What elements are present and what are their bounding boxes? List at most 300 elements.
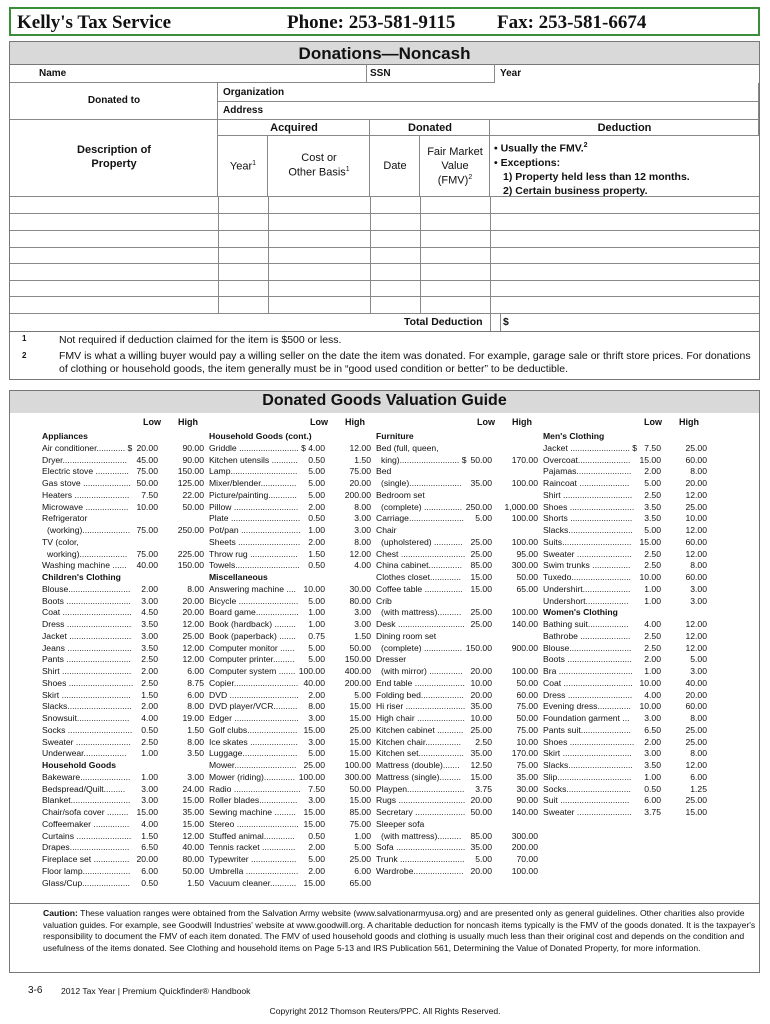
guide-item-low: 2.00 xyxy=(308,842,325,853)
guide-item-high: 12.00 xyxy=(349,548,371,559)
guide-item-high: 25.00 xyxy=(685,724,707,735)
guide-item-high: 50.00 xyxy=(516,677,538,688)
guide-row xyxy=(543,690,707,702)
table-row[interactable] xyxy=(10,263,759,264)
guide-item-low: 0.50 xyxy=(141,877,158,888)
guide-item-low: 50.00 xyxy=(470,807,492,817)
guide-item-low: 3.50 xyxy=(141,642,158,653)
guide-item-name: High chair .................... xyxy=(376,713,465,723)
guide-row xyxy=(209,831,371,843)
guide-row xyxy=(209,842,371,854)
guide-row xyxy=(42,466,204,478)
guide-row xyxy=(209,666,371,678)
guide-item-name: (upholstered) ............ xyxy=(381,536,463,547)
guide-item-name: End table ..................... xyxy=(376,677,465,688)
guide-item-name: Skirt ............................. xyxy=(42,689,131,700)
footnote-ref-2b: 2 xyxy=(583,142,588,149)
guide-item-low: 0.50 xyxy=(308,830,325,841)
guide-item-low: 4.50 xyxy=(141,607,158,618)
guide-item-name: Pajamas....................... xyxy=(543,466,632,477)
guide-item-high: 300.00 xyxy=(344,771,371,782)
guide-row-label xyxy=(42,572,204,584)
guide-item-high: 20.00 xyxy=(685,478,707,488)
guide-item-name: (with mirror) .............. xyxy=(381,666,463,676)
guide-item-name: Sheets .......................... xyxy=(209,536,301,547)
guide-row xyxy=(543,443,707,455)
guide-item-name: TV (color, xyxy=(42,536,79,547)
guide-item-name: Gas stove .................... xyxy=(42,478,131,488)
guide-item-high: 20.00 xyxy=(182,595,204,606)
guide-item-low: 75.00 xyxy=(136,466,158,477)
footnote-1-marker: 1 xyxy=(22,334,27,343)
guide-item-high: 60.00 xyxy=(685,572,707,582)
guide-item-name: Bra ............................... xyxy=(543,666,633,676)
guide-item-name: Hi riser ......................... xyxy=(376,701,466,712)
guide-item-low: 3.00 xyxy=(308,713,325,723)
guide-item-name: Jacket ......................... $ xyxy=(543,442,638,453)
guide-item-name: Stereo .......................... xyxy=(209,818,299,829)
guide-item-high: 25.00 xyxy=(685,501,707,512)
guide-item-high: 19.00 xyxy=(182,713,204,723)
guide-item-low: 20.00 xyxy=(470,666,492,676)
guide-item-low: 6.50 xyxy=(644,724,661,735)
guide-item-high: 15.00 xyxy=(349,713,371,723)
guide-item-name: Electric stove .............. xyxy=(42,466,129,477)
guide-item-high: 6.00 xyxy=(354,865,371,876)
guide-item-low: 25.00 xyxy=(470,724,492,735)
guide-row xyxy=(209,795,371,807)
guide-item-low: 3.00 xyxy=(141,630,158,641)
guide-item-high: 140.00 xyxy=(511,807,538,817)
guide-item-name: Washing machine ...... xyxy=(42,560,127,571)
guide-row xyxy=(42,619,204,631)
guide-item-high: 8.00 xyxy=(690,560,707,571)
guide-item-high: 12.00 xyxy=(349,442,371,453)
total-deduction-value[interactable]: $ xyxy=(503,316,509,328)
guide-item-high: 1.50 xyxy=(187,724,204,735)
guide-item-low: 5.00 xyxy=(308,478,325,488)
guide-title: Donated Goods Valuation Guide xyxy=(10,391,759,413)
guide-item-name: Overcoat...................... xyxy=(543,454,631,465)
guide-item-low: 15.00 xyxy=(470,583,492,594)
cost-header-line1: Cost or xyxy=(301,152,337,164)
fax-number: Fax: 253-581-6674 xyxy=(497,12,647,33)
guide-row xyxy=(209,596,371,608)
guide-item-high: 300.00 xyxy=(511,560,538,571)
guide-item-name: Tuxedo......................... xyxy=(543,572,632,582)
guide-item-name: Edger ........................... xyxy=(209,713,299,723)
guide-item-name: Blouse.......................... xyxy=(42,583,131,594)
guide-row xyxy=(543,619,707,631)
guide-item-name: Dress ........................... xyxy=(543,689,633,700)
guide-row xyxy=(543,537,707,549)
form-title: Donations—Noncash xyxy=(298,44,471,63)
guide-row xyxy=(209,537,371,549)
guide-item-name: Sleeper sofa xyxy=(376,818,425,829)
fmv-header-line3: (FMV) xyxy=(437,174,469,187)
guide-item-high: 60.00 xyxy=(516,689,538,700)
guide-row xyxy=(376,619,538,631)
guide-item-high: 12.00 xyxy=(182,830,204,841)
guide-item-high: 40.00 xyxy=(182,842,204,853)
guide-row xyxy=(376,513,538,525)
guide-item-high: 100.00 xyxy=(511,536,538,547)
guide-item-low: 10.00 xyxy=(470,713,492,723)
guide-row xyxy=(209,819,371,831)
guide-item-high: 3.00 xyxy=(690,666,707,676)
guide-item-high: 24.00 xyxy=(182,783,204,794)
guide-item-high: 3.50 xyxy=(187,748,204,759)
guide-item-high: 12.00 xyxy=(685,630,707,641)
guide-item-low: 5.00 xyxy=(644,525,661,535)
guide-row xyxy=(42,678,204,690)
guide-item-name: Tennis racket .............. xyxy=(209,842,296,853)
guide-row xyxy=(543,643,707,655)
guide-item-low: 2.50 xyxy=(141,677,158,688)
guide-item-high: 12.00 xyxy=(685,642,707,653)
guide-item-name: Blanket......................... xyxy=(42,795,131,806)
col3-high-header: High xyxy=(512,417,532,427)
guide-item-high: 100.00 xyxy=(511,478,538,488)
guide-row xyxy=(543,725,707,737)
guide-item-name: Bathrobe ..................... xyxy=(543,630,631,641)
book-title: 2012 Tax Year | Premium Quickfinder® Handbook xyxy=(61,986,251,996)
guide-row xyxy=(209,631,371,643)
guide-row xyxy=(543,584,707,596)
guide-row-label xyxy=(376,631,538,643)
guide-row xyxy=(376,713,538,725)
guide-item-name: Book (hardback) ......... xyxy=(209,619,296,629)
guide-item-low: 3.00 xyxy=(141,595,158,606)
guide-row xyxy=(376,584,538,596)
copyright: Copyright 2012 Thomson Reuters/PPC. All Rights Reserved. xyxy=(269,1006,501,1016)
guide-item-high: 30.00 xyxy=(349,583,371,594)
guide-item-low: 1.00 xyxy=(644,583,661,594)
guide-item-low: 2.00 xyxy=(644,736,661,747)
guide-item-low: 3.00 xyxy=(141,783,158,794)
guide-item-low: 3.00 xyxy=(141,795,158,806)
guide-item-name: Slacks........................... xyxy=(543,525,633,535)
table-row[interactable] xyxy=(10,213,759,214)
guide-item-high: 8.00 xyxy=(690,466,707,477)
guide-row-label xyxy=(42,537,204,549)
guide-item-high: 5.00 xyxy=(354,689,371,700)
table-row[interactable] xyxy=(10,230,759,231)
guide-item-name: Carriage....................... xyxy=(376,513,464,524)
guide-row xyxy=(209,737,371,749)
guide-item-low: 1.00 xyxy=(308,607,325,618)
guide-item-name: Trunk ........................... xyxy=(376,854,465,864)
guide-item-high: 75.00 xyxy=(516,724,538,735)
deduction-header: Deduction xyxy=(597,122,652,134)
guide-item-high: 35.00 xyxy=(516,771,538,782)
phone-number: Phone: 253-581-9115 xyxy=(287,12,456,33)
guide-item-low: 5.00 xyxy=(475,854,492,864)
guide-item-high: 65.00 xyxy=(349,877,371,888)
guide-item-name: Kitchen utensils ........... xyxy=(209,454,298,465)
guide-item-name: Fireplace set ............... xyxy=(42,854,130,864)
guide-row xyxy=(543,737,707,749)
guide-row-label xyxy=(376,490,538,502)
guide-item-high: 12.00 xyxy=(685,525,707,535)
guide-item-name: (single)...................... xyxy=(381,478,462,488)
guide-item-name: Umbrella ...................... xyxy=(209,865,299,876)
guide-item-name: Towels........................... xyxy=(209,560,300,571)
guide-item-high: 100.00 xyxy=(511,513,538,524)
guide-item-high: 15.00 xyxy=(182,818,204,829)
guide-item-high: 8.00 xyxy=(354,501,371,512)
guide-item-name: Sofa ............................. xyxy=(376,842,466,853)
guide-item-name: Computer printer......... xyxy=(209,654,295,665)
guide-item-low: 15.00 xyxy=(639,536,661,547)
footnote-2: FMV is what a willing buyer would pay a willing seller on the date the item was donated. For example, garage sale or thrift store prices. For donations of clothing or household goods, the item generally must be in “good used condition or better” to be deductible. xyxy=(59,350,751,375)
guide-row xyxy=(42,807,204,819)
guide-item-high: 150.00 xyxy=(177,466,204,477)
guide-item-high: 80.00 xyxy=(349,595,371,606)
guide-item-name: Mixer/blender............... xyxy=(209,478,297,488)
cost-header-line2: Other Basis xyxy=(288,166,346,179)
guide-item-low: 15.00 xyxy=(136,807,158,817)
guide-item-low: 10.00 xyxy=(639,677,661,688)
guide-item-name: Drapes......................... xyxy=(42,842,130,853)
guide-row-label xyxy=(209,431,371,443)
guide-row xyxy=(42,525,204,537)
guide-item-name: Jeans ........................... xyxy=(42,642,132,653)
guide-item-low: 1.50 xyxy=(141,689,158,700)
guide-item-high: 12.00 xyxy=(182,654,204,665)
guide-item-low: 3.50 xyxy=(644,513,661,524)
guide-item-low: 20.00 xyxy=(136,442,158,453)
guide-row-label xyxy=(376,654,538,666)
footnote-1: Not required if deduction claimed for the item is $500 or less. xyxy=(59,334,342,346)
guide-item-name: Clothes closet............. xyxy=(376,572,462,582)
guide-item-low: 1.00 xyxy=(308,619,325,629)
guide-item-low: 2.50 xyxy=(141,654,158,665)
guide-item-high: 8.00 xyxy=(690,748,707,759)
guide-item-low: 1.00 xyxy=(308,525,325,535)
guide-row xyxy=(209,866,371,878)
guide-row xyxy=(543,549,707,561)
guide-row-label xyxy=(376,819,538,831)
guide-item-name: Rugs ............................ xyxy=(376,795,466,806)
guide-item-name: Glass/Cup.................... xyxy=(42,877,130,888)
year-acquired-header: Year xyxy=(229,160,253,173)
guide-item-low: 7.50 xyxy=(308,783,325,794)
guide-item-low: 6.00 xyxy=(644,795,661,806)
guide-item-low: 15.00 xyxy=(303,724,325,735)
guide-item-name: Foundation garment ... xyxy=(543,713,630,723)
guide-item-name: (with mattress).......... xyxy=(381,607,462,618)
guide-item-high: 60.00 xyxy=(685,701,707,712)
guide-item-name: Computer system ....... xyxy=(209,666,296,676)
guide-row xyxy=(42,631,204,643)
guide-row xyxy=(543,560,707,572)
guide-item-name: DVD player/VCR.......... xyxy=(209,701,298,712)
guide-row xyxy=(42,748,204,760)
guide-row xyxy=(543,596,707,608)
guide-item-name: Bed (full, queen, xyxy=(376,442,439,453)
total-deduction-label: Total Deduction xyxy=(404,316,483,328)
guide-item-high: 1.50 xyxy=(354,630,371,641)
guide-item-low: 2.00 xyxy=(308,501,325,512)
guide-item-high: 100.00 xyxy=(344,760,371,770)
guide-row xyxy=(42,502,204,514)
guide-item-name: Typewriter ................... xyxy=(209,854,297,864)
guide-item-low: 20.00 xyxy=(470,865,492,876)
guide-item-high: 50.00 xyxy=(516,572,538,582)
guide-item-name: Stuffed animal............. xyxy=(209,830,295,841)
guide-item-name: Wardrobe..................... xyxy=(376,865,464,876)
guide-item-low: 35.00 xyxy=(470,748,492,759)
guide-item-name: (working).................... xyxy=(47,525,131,535)
guide-item-name: Answering machine .... xyxy=(209,583,296,594)
col3-low-header: Low xyxy=(477,417,495,427)
guide-item-low: 40.00 xyxy=(303,677,325,688)
guide-item-high: 15.00 xyxy=(349,701,371,712)
guide-item-high: 150.00 xyxy=(177,560,204,571)
guide-item-low: 5.00 xyxy=(308,748,325,759)
guide-item-name: Women's Clothing xyxy=(543,607,618,618)
guide-item-high: 150.00 xyxy=(344,654,371,665)
guide-item-name: Swim trunks ................ xyxy=(543,560,631,571)
guide-item-high: 12.00 xyxy=(685,548,707,559)
guide-item-low: 0.50 xyxy=(644,783,661,794)
guide-item-high: 95.00 xyxy=(516,548,538,559)
guide-row xyxy=(209,525,371,537)
footnote-2-marker: 2 xyxy=(22,351,27,360)
guide-item-low: 5.00 xyxy=(308,489,325,500)
guide-item-name: Book (paperback) ....... xyxy=(209,630,296,641)
guide-item-low: 1.00 xyxy=(644,666,661,676)
guide-item-low: 25.00 xyxy=(303,760,325,770)
guide-item-low: 25.00 xyxy=(470,619,492,629)
guide-item-high: 90.00 xyxy=(182,454,204,465)
guide-row xyxy=(209,807,371,819)
guide-item-name: Slip............................... xyxy=(543,771,632,782)
guide-row xyxy=(209,502,371,514)
guide-item-name: Radio ............................ xyxy=(209,783,301,794)
guide-row-label xyxy=(376,466,538,478)
donations-table xyxy=(9,64,760,332)
guide-item-high: 75.00 xyxy=(516,760,538,770)
guide-item-high: 300.00 xyxy=(511,830,538,841)
guide-item-low: 3.00 xyxy=(308,736,325,747)
guide-row xyxy=(42,666,204,678)
guide-row-label xyxy=(376,525,538,537)
guide-item-high: 75.00 xyxy=(349,466,371,477)
guide-item-low: 2.50 xyxy=(141,736,158,747)
guide-item-high: 400.00 xyxy=(344,666,371,676)
guide-item-high: 15.00 xyxy=(349,795,371,806)
guide-item-name: Sewing machine ......... xyxy=(209,807,296,817)
deduction-rule-exception-1: 1) Property held less than 12 months. xyxy=(503,170,690,183)
description-header-line1: Description of xyxy=(77,144,151,156)
guide-row-label xyxy=(209,572,371,584)
guide-item-low: 7.50 xyxy=(644,442,661,453)
guide-item-low: 6.00 xyxy=(141,865,158,876)
footnote-ref-1: 1 xyxy=(252,160,257,167)
guide-row-label xyxy=(42,513,204,525)
guide-item-name: (complete) ................ xyxy=(381,642,463,653)
guide-item-name: Dresser xyxy=(376,654,407,665)
guide-item-name: Shoes ........................... xyxy=(42,677,134,688)
guide-item-high: 25.00 xyxy=(182,630,204,641)
guide-item-high: 75.00 xyxy=(516,701,538,712)
description-header-line2: Property xyxy=(91,158,137,170)
guide-item-name: Socks........................... xyxy=(543,783,631,794)
guide-row xyxy=(376,748,538,760)
guide-item-name: Playpen........................ xyxy=(376,783,465,794)
guide-item-name: Blouse.......................... xyxy=(543,642,632,653)
guide-row xyxy=(376,701,538,713)
table-row[interactable] xyxy=(10,280,759,281)
guide-row xyxy=(376,760,538,772)
date-header: Date xyxy=(383,160,407,172)
guide-item-low: 4.00 xyxy=(141,818,158,829)
table-row[interactable] xyxy=(10,296,759,297)
guide-row xyxy=(543,490,707,502)
guide-item-high: 8.75 xyxy=(187,677,204,688)
guide-item-low: 5.00 xyxy=(308,595,325,606)
guide-item-name: Ice skates .................... xyxy=(209,736,298,747)
guide-item-name: Desk ............................ xyxy=(376,619,465,629)
guide-item-low: 2.00 xyxy=(141,701,158,712)
guide-row-label xyxy=(42,431,204,443)
guide-item-name: Picture/painting............ xyxy=(209,489,297,500)
guide-item-low: 12.50 xyxy=(470,760,492,770)
guide-item-name: Furniture xyxy=(376,431,414,441)
guide-row xyxy=(209,490,371,502)
guide-item-name: Curtains ....................... xyxy=(42,830,132,841)
guide-item-name: Underwear.................. xyxy=(42,748,127,759)
guide-item-low: 2.50 xyxy=(475,736,492,747)
guide-item-high: 80.00 xyxy=(182,854,204,864)
guide-row xyxy=(376,478,538,490)
table-row[interactable] xyxy=(10,247,759,248)
guide-item-low: 3.75 xyxy=(644,807,661,817)
guide-row xyxy=(42,443,204,455)
guide-row xyxy=(543,513,707,525)
guide-row xyxy=(42,607,204,619)
guide-item-high: 3.00 xyxy=(690,583,707,594)
deduction-rule-exceptions: • Exceptions: xyxy=(494,156,561,169)
guide-item-name: Bathing suit................. xyxy=(543,619,629,629)
guide-item-low: 85.00 xyxy=(470,830,492,841)
guide-item-name: working).................... xyxy=(47,548,128,559)
guide-item-name: Kitchen chair............... xyxy=(376,736,462,747)
guide-row xyxy=(376,678,538,690)
table-row[interactable] xyxy=(10,313,759,314)
guide-item-low: 15.00 xyxy=(470,771,492,782)
guide-item-low: 3.00 xyxy=(308,795,325,806)
guide-item-name: Golf clubs..................... xyxy=(209,724,298,735)
guide-item-high: 15.00 xyxy=(182,795,204,806)
guide-item-low: 2.00 xyxy=(308,689,325,700)
guide-row xyxy=(42,795,204,807)
guide-item-low: 10.00 xyxy=(303,583,325,594)
guide-item-name: Heaters ....................... xyxy=(42,489,130,500)
guide-item-high: 12.00 xyxy=(685,619,707,629)
guide-item-name: Undershort.................. xyxy=(543,595,629,606)
guide-item-name: Mattress (single)......... xyxy=(376,771,462,782)
guide-item-low: 0.50 xyxy=(308,513,325,524)
guide-row xyxy=(376,784,538,796)
guide-item-low: 1.50 xyxy=(141,830,158,841)
guide-item-name: Kitchen cabinet ........... xyxy=(376,724,464,735)
guide-row-label xyxy=(42,760,204,772)
guide-item-low: 1.00 xyxy=(141,771,158,782)
guide-item-low: 7.50 xyxy=(141,489,158,500)
